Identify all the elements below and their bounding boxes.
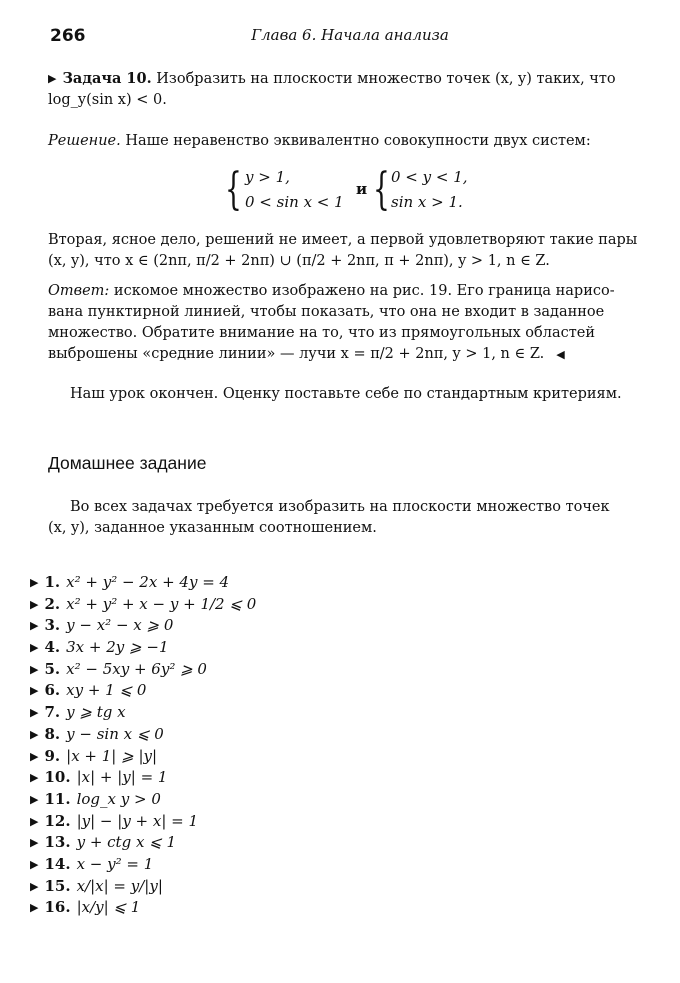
task-10-text: Изобразить на плоскости множество точек (x, y) таких, что: [156, 71, 616, 87]
answer-line-4: [48, 344, 652, 365]
second-paragraph: [48, 230, 652, 272]
inequality-systems: [225, 166, 485, 218]
task-10: [48, 68, 652, 111]
answer-line-4-text: выброшены «средние линии» — лучи x = π/2 + 2nπ, y > 1, n ∈ Z.: [48, 346, 545, 362]
page-number: 266: [50, 26, 86, 46]
task-expression: |x/y| ⩽ 1: [76, 898, 141, 917]
homework-task-list: [30, 572, 650, 919]
task-number: 1.: [44, 573, 61, 591]
task-expression: x/|x| = y/|y|: [76, 876, 163, 895]
homework-intro-line-1: Во всех задачах требуется изобразить на плоскости множество точек: [70, 499, 610, 515]
task-item: [30, 789, 650, 811]
system-2-line-1: 0 < y < 1,: [391, 168, 468, 186]
task-expression: |y| − |y + x| = 1: [76, 811, 199, 830]
triangle-marker-icon: ▶: [30, 749, 39, 763]
task-expression: |x| + |y| = 1: [76, 768, 168, 787]
left-brace-icon: {: [225, 164, 242, 215]
task-item: [30, 572, 650, 594]
system-1-line-2: 0 < sin x < 1: [245, 193, 344, 211]
task-number: 5.: [44, 659, 61, 678]
task-item: [30, 724, 650, 746]
task-item: [30, 897, 650, 919]
answer-line-1: [48, 281, 652, 302]
task-expression: x² + y² + x − y + 1/2 ⩽ 0: [66, 594, 257, 613]
task-item: [30, 637, 650, 659]
task-10-label: Задача 10.: [62, 70, 152, 87]
homework-intro: [48, 497, 652, 539]
triangle-marker-icon: ▶: [30, 836, 39, 850]
end-marker-icon: ◀: [556, 348, 565, 361]
solution-paragraph: [48, 131, 652, 152]
task-expression: |x + 1| ⩾ |y|: [66, 746, 158, 765]
answer-line-2: вана пунктирной линией, чтобы показать, что она не входит в заданное: [48, 304, 605, 320]
task-number: 13.: [44, 833, 71, 852]
task-item: [30, 680, 650, 702]
task-item: [30, 767, 650, 789]
task-number: 11.: [44, 789, 71, 808]
task-number: 3.: [44, 616, 61, 635]
task-item: [30, 832, 650, 854]
running-title: Глава 6. Начала анализа: [251, 26, 449, 44]
task-expression: y − x² − x ⩾ 0: [66, 616, 174, 635]
triangle-marker-icon: ▶: [30, 576, 39, 589]
task-number: 6.: [44, 681, 61, 700]
task-expression: xy + 1 ⩽ 0: [66, 681, 147, 700]
triangle-marker-icon: ▶: [30, 771, 39, 785]
triangle-marker-icon: ▶: [30, 662, 39, 676]
task-number: 15.: [44, 876, 71, 895]
system-2-line-2: sin x > 1.: [391, 193, 463, 211]
triangle-marker-icon: ▶: [30, 641, 39, 655]
triangle-marker-icon: ▶: [30, 684, 39, 698]
task-number: 10.: [44, 768, 71, 787]
homework-intro-line-2: (x, y), заданное указанным соотношением.: [48, 520, 377, 536]
systems-connector: и: [356, 180, 368, 198]
triangle-marker-icon: ▶: [48, 72, 57, 85]
task-item: [30, 594, 650, 616]
solution-label: Решение.: [48, 133, 121, 149]
answer-line-3: множество. Обратите внимание на то, что из прямоугольных областей: [48, 325, 595, 341]
triangle-marker-icon: ▶: [30, 597, 39, 611]
task-expression: y − sin x ⩽ 0: [66, 724, 164, 743]
triangle-marker-icon: ▶: [30, 857, 39, 871]
system-1-line-1: y > 1,: [245, 168, 290, 186]
task-item: [30, 854, 650, 876]
task-expression: x² + y² − 2x + 4y = 4: [66, 573, 230, 591]
triangle-marker-icon: ▶: [30, 814, 39, 828]
task-item: [30, 811, 650, 833]
task-10-line-1: [48, 68, 652, 90]
task-expression: y + ctg x ⩽ 1: [76, 833, 177, 852]
lesson-end-text: Наш урок окончен. Оценку поставьте себе по стандартным критериям.: [70, 386, 622, 402]
task-expression: log_x y > 0: [76, 789, 161, 808]
task-number: 12.: [44, 811, 71, 830]
task-item: [30, 702, 650, 724]
triangle-marker-icon: ▶: [30, 792, 39, 806]
triangle-marker-icon: ▶: [30, 619, 39, 633]
task-item: [30, 659, 650, 681]
task-item: [30, 746, 650, 768]
task-number: 16.: [44, 898, 71, 917]
triangle-marker-icon: ▶: [30, 727, 39, 741]
task-item: [30, 876, 650, 898]
triangle-marker-icon: ▶: [30, 901, 39, 915]
answer-label: Ответ:: [48, 283, 110, 299]
task-10-line-2: log_y(sin x) < 0.: [48, 92, 167, 108]
task-expression: x² − 5xy + 6y² ⩾ 0: [66, 659, 207, 678]
task-number: 9.: [44, 746, 61, 765]
answer-line-1-text: искомое множество изображено на рис. 19. Его граница нарисо-: [113, 283, 615, 299]
task-item: [30, 615, 650, 637]
second-paragraph-line-1: Вторая, ясное дело, решений не имеет, а первой удовлетворяют такие пары: [48, 232, 638, 248]
task-number: 4.: [44, 638, 61, 657]
triangle-marker-icon: ▶: [30, 879, 39, 893]
task-expression: y ⩾ tg x: [66, 703, 126, 722]
task-expression: x − y² = 1: [76, 854, 154, 873]
solution-text: Наше неравенство эквивалентно совокупности двух систем:: [125, 133, 591, 149]
task-number: 8.: [44, 724, 61, 743]
right-system-brace-icon: {: [373, 164, 390, 215]
task-number: 2.: [44, 594, 61, 613]
homework-title: Домашнее задание: [48, 453, 207, 473]
second-paragraph-line-2: (x, y), что x ∈ (2nπ, π/2 + 2nπ) ∪ (π/2 + 2nπ, π + 2nπ), y > 1, n ∈ Z.: [48, 253, 550, 269]
task-number: 14.: [44, 854, 71, 873]
answer-paragraph: [48, 281, 652, 365]
page-header: [48, 26, 652, 48]
triangle-marker-icon: ▶: [30, 706, 39, 720]
task-expression: 3x + 2y ⩾ −1: [66, 638, 169, 657]
task-number: 7.: [44, 703, 61, 722]
